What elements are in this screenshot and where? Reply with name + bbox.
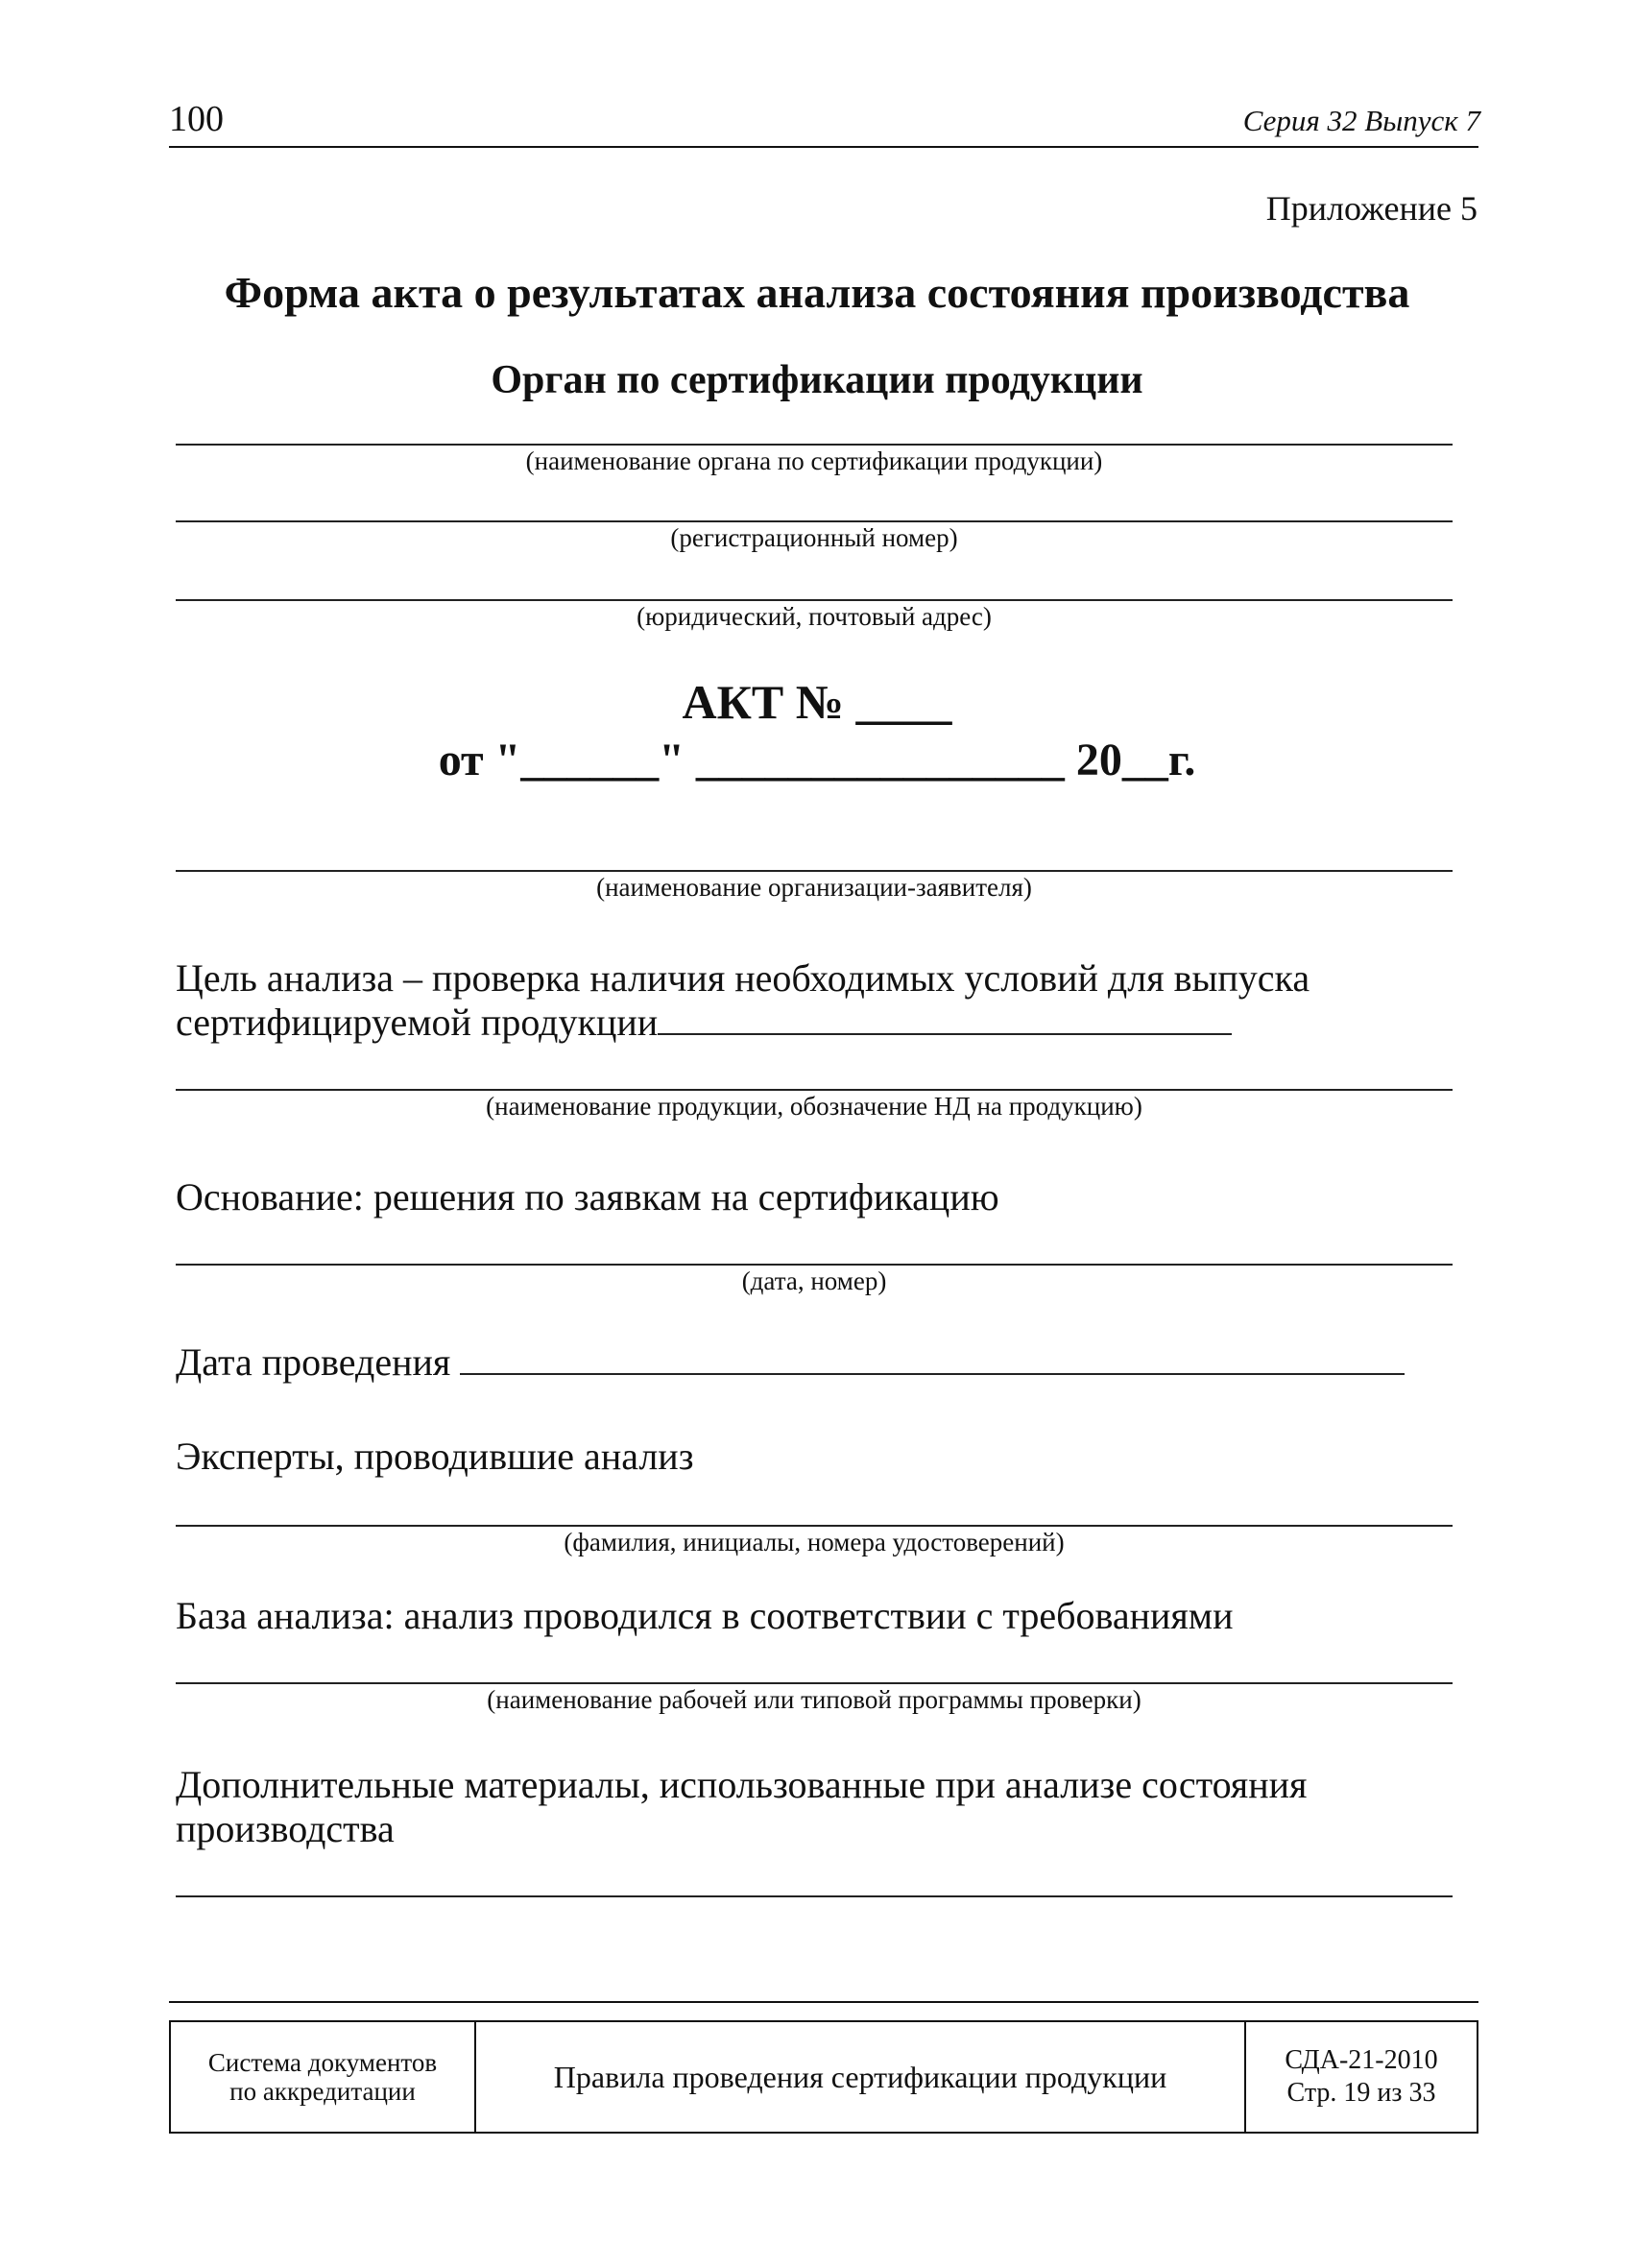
experts-caption: (фамилия, инициалы, номера удостоверений) xyxy=(564,1528,1065,1556)
org-name-line xyxy=(176,444,1453,446)
footer-code-cell xyxy=(1246,2022,1477,2132)
applicant-caption: (наименование организации-заявителя) xyxy=(596,873,1032,902)
extra-line-2: производства xyxy=(176,1807,395,1850)
date-number-line xyxy=(176,1264,1453,1266)
page-number: 100 xyxy=(169,99,224,139)
series-label: Серия 32 Выпуск 7 xyxy=(1242,104,1480,137)
program-caption: (наименование рабочей или типовой программы проверки) xyxy=(487,1685,1141,1714)
applicant-line xyxy=(176,870,1453,872)
date-label: Дата проведения xyxy=(176,1340,451,1384)
basis-text: Основание: решения по заявкам на сертификацию xyxy=(176,1175,999,1218)
program-line xyxy=(176,1682,1453,1684)
footer-page-info: Стр. 19 из 33 xyxy=(1286,2078,1436,2108)
date-number-caption: (дата, номер) xyxy=(741,1267,887,1295)
reg-number-line xyxy=(176,520,1453,522)
extra-materials-paragraph xyxy=(176,1763,1462,1851)
extra-materials-line xyxy=(176,1895,1453,1897)
document-title: Форма акта о результатах анализа состояния производства xyxy=(224,268,1410,317)
org-name-caption: (наименование органа по сертификации продукции) xyxy=(525,446,1103,475)
footer-table xyxy=(169,2020,1478,2134)
goal-line-1: Цель анализа – проверка наличия необходимых условий для выпуска xyxy=(176,956,1310,1000)
extra-line-1: Дополнительные материалы, использованные при анализе состояния xyxy=(176,1763,1308,1806)
act-number-title: АКТ № ____ xyxy=(682,675,952,729)
footer-rules-cell xyxy=(476,2022,1246,2132)
footer-rules-title: Правила проведения сертификации продукции xyxy=(553,2059,1167,2094)
product-line xyxy=(176,1089,1453,1091)
date-field-row xyxy=(176,1340,1462,1385)
goal-line-2-row xyxy=(176,1001,1462,1045)
appendix-label: Приложение 5 xyxy=(1265,189,1478,228)
footer-system-cell xyxy=(171,2022,476,2132)
goal-line-2: сертифицируемой продукции xyxy=(176,1001,659,1044)
footer-doc-code: СДА-21-2010 xyxy=(1285,2045,1438,2075)
date-inline-line xyxy=(460,1344,1405,1375)
base-text: База анализа: анализ проводился в соответствии с требованиями xyxy=(176,1594,1234,1637)
footer-system-line-1: Система документов xyxy=(207,2048,438,2077)
product-caption: (наименование продукции, обозначение НД на продукцию) xyxy=(486,1092,1142,1121)
header-divider xyxy=(169,146,1478,148)
footer-divider xyxy=(169,2001,1478,2003)
reg-number-caption: (регистрационный номер) xyxy=(670,523,958,552)
experts-text: Эксперты, проводившие анализ xyxy=(176,1435,694,1478)
product-inline-line xyxy=(658,1004,1232,1035)
footer-system-line-2: по аккредитации xyxy=(229,2077,416,2106)
document-subtitle: Орган по сертификации продукции xyxy=(491,358,1143,402)
address-caption: (юридический, почтовый адрес) xyxy=(637,602,992,631)
address-line xyxy=(176,599,1453,601)
goal-paragraph xyxy=(176,956,1462,1045)
act-date-line: от "______" ________________ 20__г. xyxy=(438,735,1196,785)
experts-line xyxy=(176,1525,1453,1527)
